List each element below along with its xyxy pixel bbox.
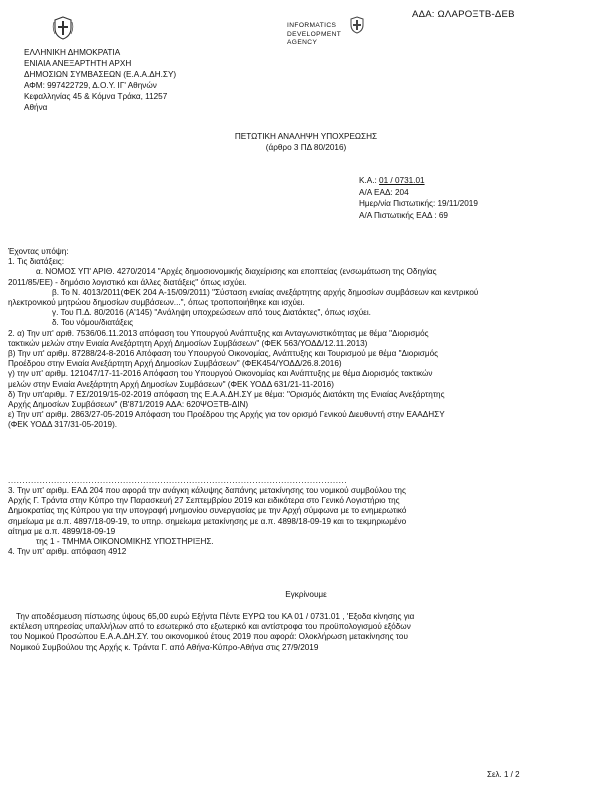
text-line: Νομικού Συμβούλου της Αρχής κ. Τράντα Γ. από Αθήνα-Κύπρο-Αθήνα στις 27/9/2019 — [10, 642, 319, 652]
text-line: του Νομικού Προσώπου Ε.Α.Α.ΔΗ.ΣΥ. του οικονομικού έτους 2019 που αφορά: Ολοκλήρωση μετακίνησης του — [10, 632, 408, 642]
text-line: α. ΝΟΜΟΣ ΥΠ' ΑΡΙΘ. 4270/2014 "Αρχές δημοσιονομικής διαχείρισης και εποπτείας (ενσωμάτωση της Οδηγίας — [36, 267, 437, 277]
text-line: δ. Του νόμου/διατάξεις — [52, 318, 134, 328]
text-line: αίτημα με α.π. 4899/18-09-19 — [8, 526, 116, 536]
ka-line: Κ.Α.: 01 / 0731.01 — [359, 176, 425, 185]
text-line: μελών στην Ενιαία Ανεξάρτητη Αρχή Δημοσίων Συμβάσεων" (ΦΕΚ ΥΟΔΔ 631/21-11-2016) — [8, 379, 334, 389]
text-line: τακτικών μελών στην Ενιαία Ανεξάρτητη Αρχή Δημοσίων Συμβάσεων" (ΦΕΚ 563/ΥΟΔΔ/12.11.2013) — [8, 338, 368, 348]
aa-ead: Α/Α ΕΑΔ: 204 — [359, 187, 409, 197]
text-line: Την αποδέσμευση πίστωσης ύψους 65,00 ευρώ Εξήντα Πέντε ΕΥΡΩ του ΚΑ 01 / 0731.01 , 'Εξοδα κίνησης για — [16, 612, 415, 621]
text-line: δ) Την υπ'αριθμ. 7 ΕΣ/2019/15-02-2019 απόφαση της Ε.Α.Α.ΔΗ.ΣΥ με θέμα: "Ορισμός Διατάκτη της Ενιαίας Ανεξάρτητης — [8, 389, 445, 399]
text-line: 3. Την υπ' αριθμ. ΕΑΔ 204 που αφορά την ανάγκη κάλυψης δαπάνης μετακίνησης του νομικού συμβούλου της — [8, 486, 406, 495]
reference-block — [359, 175, 478, 221]
ka-value: 01 / 0731.01 — [379, 176, 425, 185]
text-line: 2011/85/ΕΕ) - δημόσιο λογιστικό και άλλες διατάξεις" όπως ισχύει. — [8, 277, 247, 287]
text-line: Αρχής Γ. Τράντα στην Κύπρο την Παρασκευή 27 Σεπτεμβρίου 2019 και ειδικότερα στο Γενικό Λογιστήριο της — [8, 496, 400, 506]
text-line: 4. Την υπ' αριθμ. απόφαση 4912 — [8, 547, 127, 557]
text-line: (ΦΕΚ ΥΟΔΔ 317/31-05-2019). — [8, 420, 118, 430]
considerations-section — [8, 247, 604, 431]
sender-block — [24, 47, 176, 113]
text-line: ε) Την υπ' αριθμ. 2863/27-05-2019 Απόφαση του Προέδρου της Αρχής για τον ορισμό Γενικού Διευθυντή στην ΕΑΑΔΗΣΥ — [8, 410, 445, 420]
text-line: ηλεκτρονικού μητρώου δημοσίων συμβάσεων...", όπως τροποποιήθηκε και ισχύει. — [8, 298, 305, 308]
document-title — [0, 131, 612, 153]
text-line: σημείωμα με α.π. 4897/18-09-19, το υπηρ. σημείωμα μετακίνησης με α.π. 4898/18-09-19 και το τεκμηριωμένο — [8, 516, 407, 526]
page-number: Σελ. 1 / 2 — [487, 770, 520, 779]
sender-line: Κεφαλληνίας 45 & Κόμνα Τράκα, 11257 — [24, 92, 168, 101]
approval-text — [10, 612, 600, 653]
text-line: β) Την υπ' αριθμ. 87288/24-8-2016 Απόφαση του Υπουργού Οικονομίας, Ανάπτυξης και Τουρισμού με θέμα "Διορισμός — [8, 349, 439, 359]
text-line: Δημοκρατίας της Κύπρου για την υπογραφή μνημονίου συνεργασίας με την Αρχή σύμφωνα με το ενημερωτικό — [8, 506, 407, 516]
sender-line: ΕΛΛΗΝΙΚΗ ΔΗΜΟΚΡΑΤΙΑ — [24, 48, 121, 57]
aa-pistotikis: Α/Α Πιστωτικής ΕΑΔ : 69 — [359, 210, 448, 220]
text-line: Προέδρου στην Ενιαία Ανεξάρτητη Αρχή Δημοσίων Συμβάσεων" (ΦΕΚ454/ΥΟΔΔ/26.8.2016) — [8, 359, 342, 369]
text-line: 2. α) Την υπ' αριθ. 7536/06.11.2013 απόφαση του Υπουργού Ανάπτυξης και Ανταγωνιστικότητας με θέμα "Διορισμός — [8, 328, 429, 338]
sender-line: Αθήνα — [24, 103, 48, 112]
sender-line: ΑΦΜ: 997422729, Δ.Ο.Υ. ΙΓ' Αθηνών — [24, 81, 157, 90]
text-line: 1. Τις διατάξεις: — [8, 257, 65, 267]
pistotiki-date: Ημερ/νία Πιστωτικής: 19/11/2019 — [359, 199, 478, 209]
greek-coat-of-arms-icon — [52, 16, 74, 40]
text-line: γ) την υπ' αριθμ. 121047/17-11-2016 Απόφαση του Υπουργού Οικονομίας και Ανάπτυξης με θέμα Διορισμός τακτικών — [8, 369, 433, 379]
approval-heading: Εγκρίνουμε — [285, 590, 327, 599]
text-line: β. Το Ν. 4013/2011(ΦΕΚ 204 Α-15/09/2011) "Σύσταση ενιαίας ανεξάρτητης αρχής δημοσίων συμβάσεων και κεντρικού — [52, 287, 479, 297]
greek-coat-of-arms-icon — [348, 16, 366, 34]
title-line-1: ΠΕΤΩΤΙΚΗ ΑΝΑΛΗΨΗ ΥΠΟΧΡΕΩΣΗΣ — [234, 132, 378, 141]
request-section — [8, 486, 604, 557]
informatics-development-agency-label: INFORMATICS DEVELOPMENT AGENCY — [287, 22, 342, 47]
sender-line: ΕΝΙΑΙΑ ΑΝΕΞΑΡΤΗΤΗ ΑΡΧΗ — [24, 59, 132, 68]
text-line: της 1 - ΤΜΗΜΑ ΟΙΚΟΝΟΜΙΚΗΣ ΥΠΟΣΤΗΡΙΞΗΣ. — [36, 537, 214, 547]
separator-dots: ...................................................................................................................... — [8, 476, 348, 485]
sender-line: ΔΗΜΟΣΙΩΝ ΣΥΜΒΑΣΕΩΝ (Ε.Α.Α.ΔΗ.ΣΥ) — [24, 70, 177, 79]
title-line-2: (άρθρο 3 ΠΔ 80/2016) — [265, 143, 347, 152]
text-line: εκτέλεση υπηρεσίας υπαλλήλων από το εσωτερικό στο εξωτερικό και αντίστροφα του προϋπολογισμού εξόδων — [10, 622, 411, 632]
text-line: γ. Του Π.Δ. 80/2016 (Α'145) "Ανάληψη υποχρεώσεων από τους Διατάκτες", όπως ισχύει. — [52, 308, 371, 318]
ada-code: ΑΔΑ: ΩΛΑΡΟΞΤΒ-ΔΕΒ — [412, 9, 515, 20]
text-line: Έχοντας υπόψη: — [8, 247, 69, 256]
text-line: Αρχής Δημοσίων Συμβάσεων" (Β'871/2019 ΑΔΑ: 620ΨΟΞΤΒ-ΔΙΝ) — [8, 400, 249, 410]
